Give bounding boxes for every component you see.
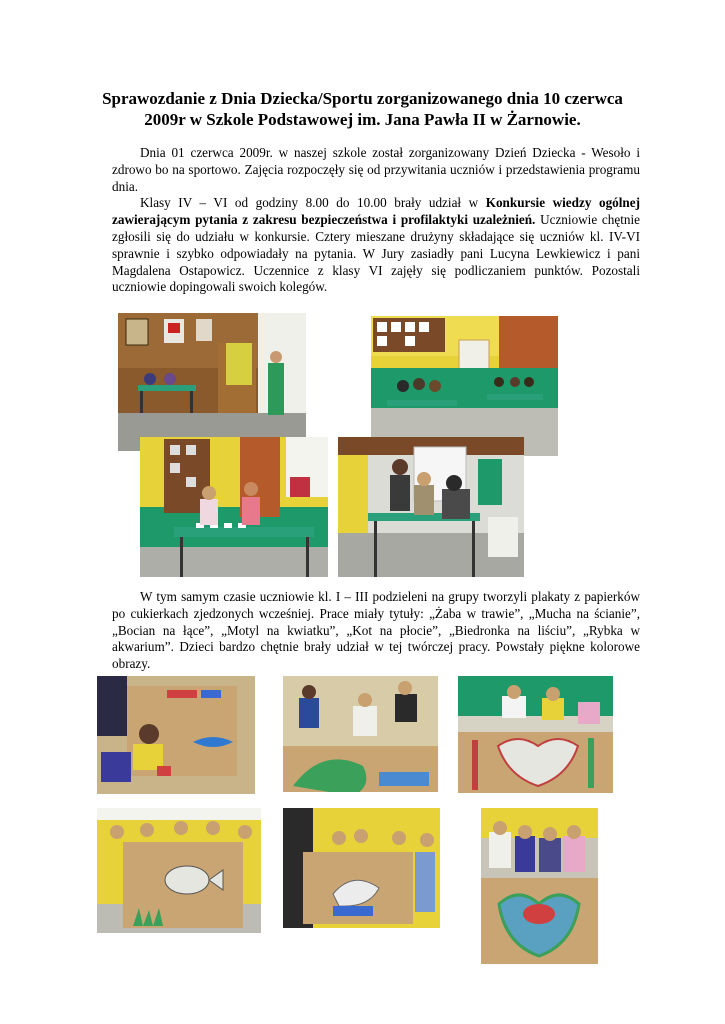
photo-jury (338, 437, 524, 577)
photo-scoring-table (140, 437, 328, 577)
paragraph-quiz-end: Uczniowie chętnie zgłosili się do udziału w konkursie. Cztery mieszane drużyny składające się uczniów kl. IV-VI sprawnie i szybko odpowiadały na pytania. W Jury zasiadły pani Lucyna Lewkiewicz i pani Magdalena Ostapowicz. Uczennice z klasy VI zajęły się podliczaniem punktów. Pozostali uczniowie dopingowali swoich kolegów. (112, 212, 640, 295)
photo-quiz-classroom-2 (371, 316, 558, 456)
paragraph-quiz (112, 195, 640, 296)
photo-poster-fish (97, 808, 261, 933)
paragraph-quiz-start: Klasy IV – VI od godziny 8.00 do 10.00 brały udział w (140, 195, 486, 211)
photo-quiz-classroom-1 (118, 313, 306, 451)
photo-poster-stork (283, 808, 440, 928)
title-line-2: 2009r w Szkole Podstawowej im. Jana Pawła II w Żarnowie. (144, 110, 581, 129)
photo-posters-2 (283, 676, 438, 792)
photo-posters-1 (97, 676, 255, 794)
paragraph-posters: W tym samym czasie uczniowie kl. I – III podzieleni na grupy tworzyli plakaty z papierków po cukierkach zjedzonych wcześniej. Prace miały tytuły: „Żaba w trawie”, „Mucha na ścianie”, „Bocian na łące”, „Motyl na kwiatku”, „Kot na płocie”, „Biedronka na liściu”, „Rybka w akwarium”. Dzieci bardzo chętnie brały udział w tej twórczej pracy. Powstały piękne kolorowe obrazy. (112, 589, 640, 672)
section-posters (112, 589, 640, 673)
photo-poster-heart (481, 808, 598, 964)
section-quiz (112, 145, 640, 296)
title-line-1: Sprawozdanie z Dnia Dziecka/Sportu zorganizowanego dnia 10 czerwca (102, 89, 623, 108)
document-title (80, 88, 645, 130)
photo-posters-3 (458, 676, 613, 793)
paragraph-quiz-bold: Konkursie wiedzy ogólnej zawierającym pytania z zakresu bezpieczeństwa i profilaktyki uzależnień. (112, 195, 640, 228)
paragraph-intro: Dnia 01 czerwca 2009r. w naszej szkole został zorganizowany Dzień Dziecka - Wesoło i zdrowo bo na sportowo. Zajęcia rozpoczęły się od przywitania uczniów i przedstawienia programu dnia. (112, 145, 640, 194)
